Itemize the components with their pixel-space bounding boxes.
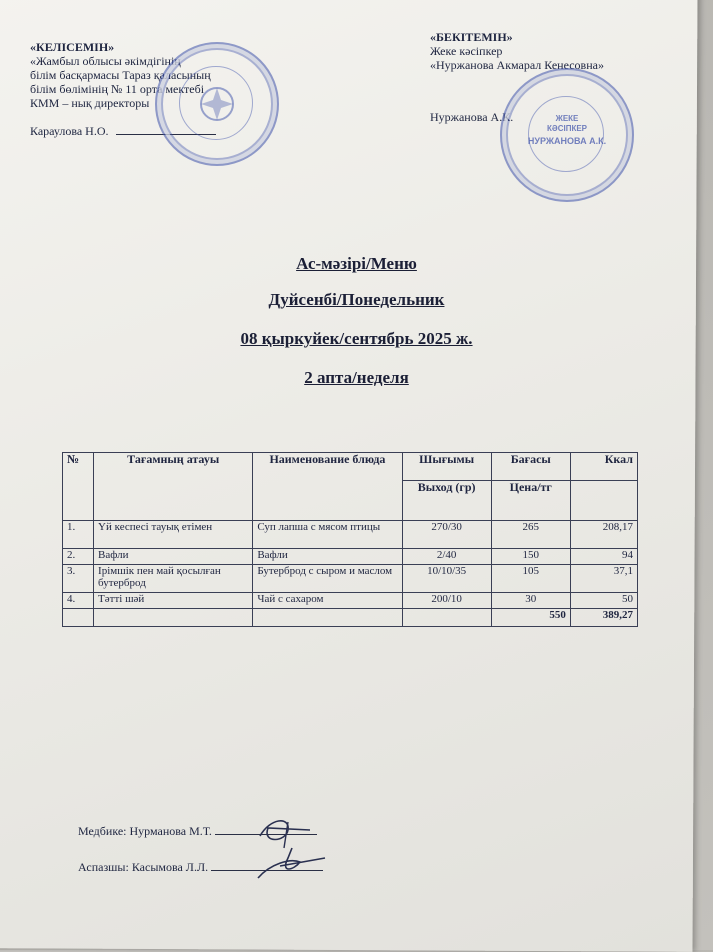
cell-yield: 270/30 [402,521,491,549]
table-total-row [63,609,638,627]
cell-num: 1. [63,521,94,549]
table-row [63,565,638,593]
table-row [63,521,638,549]
col-yield-kz-header: Шығымы [402,453,491,481]
cell-price: 30 [491,593,570,609]
cell-kcal: 208,17 [570,521,637,549]
cell-empty [253,609,402,627]
cell-yield: 10/10/35 [402,565,491,593]
col-kcal-header: Ккал [570,453,637,481]
handwritten-signatures-icon [240,808,350,888]
cell-empty [402,609,491,627]
seal-text-mid: КӘСІПКЕР [547,124,587,133]
col-yield-ru-header: Выход (гр) [402,481,491,521]
seal-text-top: ЖЕКЕ [555,114,579,123]
approval-right-signatory: Нуржанова А.К. [430,110,514,124]
cell-empty [63,609,94,627]
cell-name-ru: Чай с сахаром [253,593,402,609]
official-seal-left [155,42,279,166]
cell-yield: 200/10 [402,593,491,609]
menu-week: 2 апта/неделя [304,368,409,387]
col-price-ru-header: Цена/тг [491,481,570,521]
menu-title: Ас-мәзірі/Меню [296,254,417,273]
cell-kcal: 94 [570,549,637,565]
seal-inner-ring [528,96,604,172]
cell-num: 4. [63,593,94,609]
cell-num: 3. [63,565,94,593]
col-kcal-sub [570,481,637,521]
seal-text-name: НУРЖАНОВА А.К. [527,136,607,146]
col-number-header: № [63,453,94,521]
menu-day: Дуйсенбі/Понедельник [268,290,445,309]
nurse-label: Медбике: Нурманова М.Т. [78,824,212,838]
total-price: 550 [491,609,570,627]
col-name-kz-header: Тағамның атауы [94,453,253,521]
seal-emblem-icon [157,44,277,164]
menu-table [62,452,638,627]
approval-right-line: «Нуржанова Акмарал Кенесовна» [430,58,604,72]
cell-kcal: 37,1 [570,565,637,593]
cell-empty [94,609,253,627]
menu-date: 08 қыркуйек/сентябрь 2025 ж. [240,329,473,348]
table-header-row [63,453,638,481]
cell-name-ru: Вафли [253,549,402,565]
approval-left-line: білім басқармасы Тараз қаласының [30,68,211,82]
approval-right-line: Жеке кәсіпкер [430,44,503,58]
cell-name-kz: Вафли [94,549,253,565]
col-price-kz-header: Бағасы [491,453,570,481]
cell-kcal: 50 [570,593,637,609]
cell-name-kz: Ірімшік пен май қосылған бутерброд [94,565,253,593]
total-kcal: 389,27 [570,609,637,627]
approval-left-signatory: Караулова Н.О. [30,124,109,138]
cell-name-ru: Суп лапша с мясом птицы [253,521,402,549]
approval-left-heading: «КЕЛІСЕМІН» [30,40,115,54]
table-row [63,549,638,565]
approval-left-line: білім бөлімінің № 11 орта мектебі [30,82,205,96]
cell-num: 2. [63,549,94,565]
approval-right-heading: «БЕКІТЕМІН» [430,30,513,44]
cell-price: 105 [491,565,570,593]
cell-name-kz: Үй кеспесі тауық етімен [94,521,253,549]
approval-left-line: КММ – нық директоры [30,96,150,110]
cell-name-ru: Бутерброд с сыром и маслом [253,565,402,593]
cell-price: 150 [491,549,570,565]
table-row [63,593,638,609]
cook-label: Аспазшы: Касымова Л.Л. [78,860,209,874]
col-name-ru-header: Наименование блюда [253,453,402,521]
cell-price: 265 [491,521,570,549]
official-seal-right [500,68,634,202]
approval-left-line: «Жамбыл облысы әкімдігінің [30,54,181,68]
cell-name-kz: Тәтті шәй [94,593,253,609]
cell-yield: 2/40 [402,549,491,565]
